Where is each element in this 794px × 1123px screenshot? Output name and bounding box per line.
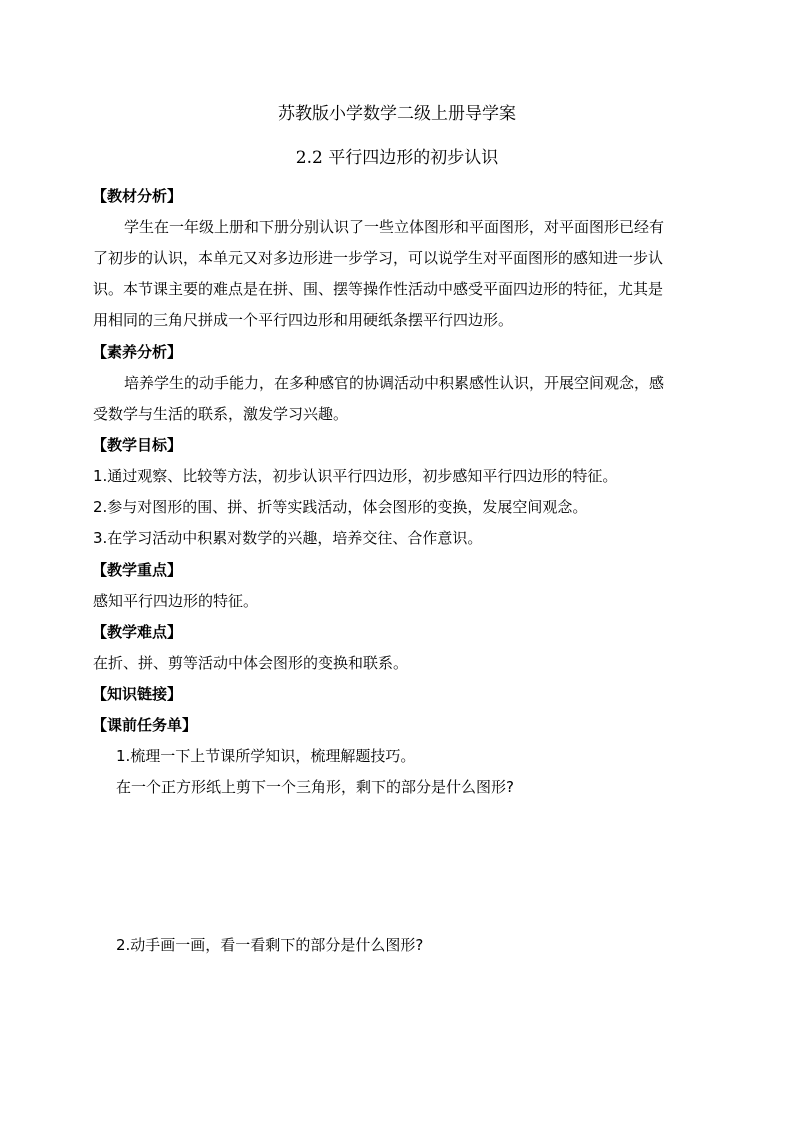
lesson-title: 2.2 平行四边形的初步认识 (295, 148, 499, 168)
task-1: 1.梳理一下上节课所学知识，梳理解题技巧。 (116, 747, 416, 765)
goals-heading: 【教学目标】 (92, 436, 183, 454)
task-2: 2.动手画一画，看一看剩下的部分是什么图形? (116, 936, 424, 954)
literacy-heading: 【素养分析】 (92, 343, 183, 361)
key-point-text: 感知平行四边形的特征。 (93, 592, 259, 610)
difficulty-heading: 【教学难点】 (92, 623, 183, 641)
analysis-line-1: 学生在一年级上册和下册分别认识了一些立体图形和平面图形，对平面图形已经有 (124, 218, 665, 236)
analysis-line-4: 用相同的三角尺拼成一个平行四边形和用硬纸条摆平行四边形。 (93, 311, 514, 329)
analysis-line-3: 识。本节课主要的难点是在拼、围、摆等操作性活动中感受平面四边形的特征，尤其是 (93, 280, 664, 298)
difficulty-text: 在折、拼、剪等活动中体会图形的变换和联系。 (93, 654, 409, 672)
goal-1: 1.通过观察、比较等方法，初步认识平行四边形，初步感知平行四边形的特征。 (93, 467, 618, 485)
literacy-line-1: 培养学生的动手能力，在多种感官的协调活动中积累感性认识，开展空间观念，感 (124, 374, 665, 392)
knowledge-links-heading: 【知识链接】 (92, 685, 183, 703)
document-title: 苏教版小学数学二级上册导学案 (278, 104, 516, 124)
task-1-question: 在一个正方形纸上剪下一个三角形，剩下的部分是什么图形? (116, 778, 514, 796)
analysis-line-2: 了初步的认识，本单元又对多边形进一步学习，可以说学生对平面图形的感知进一步认 (93, 249, 664, 267)
goal-3: 3.在学习活动中积累对数学的兴趣，培养交往、合作意识。 (93, 529, 483, 547)
key-point-heading: 【教学重点】 (92, 561, 183, 579)
goal-2: 2.参与对图形的围、拼、折等实践活动，体会图形的变换，发展空间观念。 (93, 498, 588, 516)
analysis-heading: 【教材分析】 (92, 187, 183, 205)
pre-class-tasks-heading: 【课前任务单】 (92, 716, 198, 734)
literacy-line-2: 受数学与生活的联系，激发学习兴趣。 (93, 405, 349, 423)
